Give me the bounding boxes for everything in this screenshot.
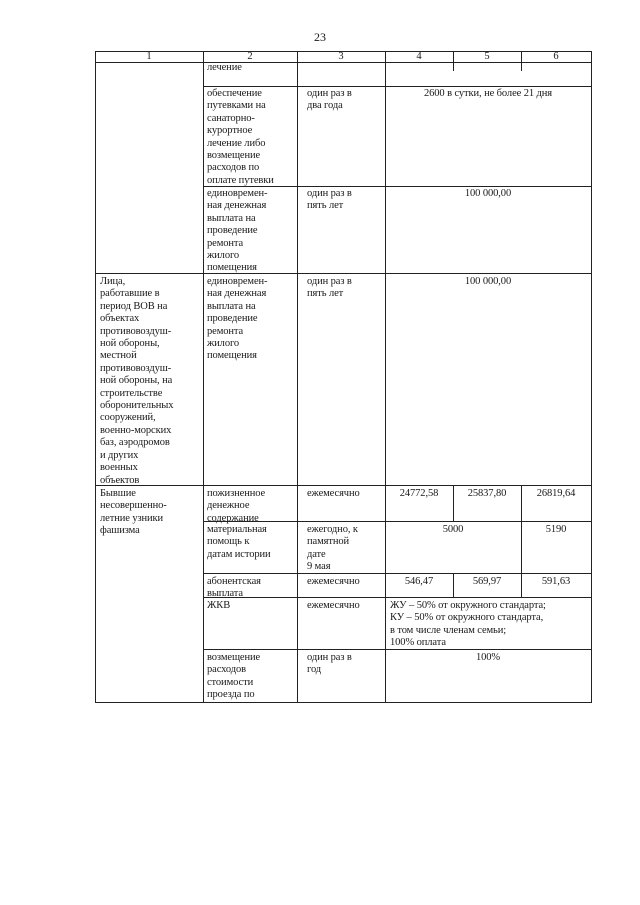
row6-top-line <box>203 573 592 574</box>
row6-benefit: абонентская выплата <box>207 576 261 600</box>
row3-frequency: один раз в пять лет <box>307 276 352 300</box>
row4-category: Бывшие несовершенно- летние узники фашизма <box>100 488 167 537</box>
row5-benefit: материальная помощь к датам истории <box>207 524 271 560</box>
row3-benefit: единовремен- ная денежная выплата на проведение ремонта жилого помещения <box>207 276 268 362</box>
header-col-1: 1 <box>146 51 152 62</box>
row0-benefit: лечение <box>207 62 242 73</box>
header-col-6: 6 <box>553 51 559 62</box>
col2-left-line <box>203 51 204 703</box>
row1-amount: 2600 в сутки, не более 21 дня <box>423 88 553 99</box>
header-col-4: 4 <box>416 51 422 62</box>
row8-amount: 100% <box>475 652 501 663</box>
table-bottom-line <box>95 702 592 703</box>
row1-top-line <box>203 86 592 87</box>
header-col-2: 2 <box>247 51 253 62</box>
header-col-5: 5 <box>484 51 490 62</box>
page-number: 23 <box>314 30 326 44</box>
row8-frequency: один раз в год <box>307 652 352 676</box>
col3-left-line <box>297 51 298 703</box>
row7-benefit: ЖКВ <box>207 600 231 611</box>
row4-benefit: пожизненное денежное содержание <box>207 488 266 524</box>
row2-amount: 100 000,00 <box>464 188 512 199</box>
table-right-border <box>591 51 592 703</box>
row7-amount: ЖУ – 50% от окружного стандарта; КУ – 50% от окружного стандарта, в том числе членам семьи; 100% оплата <box>390 600 546 649</box>
row5-value-col4-5: 5000 <box>442 524 464 535</box>
row2-frequency: один раз в пять лет <box>307 188 352 212</box>
row2-benefit: единовремен- ная денежная выплата на проведение ремонта жилого помещения <box>207 188 268 274</box>
col4-left-line <box>385 51 386 703</box>
row4-value-col4: 24772,58 <box>399 488 439 499</box>
row5-value-col6: 5190 <box>545 524 567 535</box>
row4-value-col6: 26819,64 <box>536 488 576 499</box>
table-left-border <box>95 51 96 703</box>
row6-frequency: ежемесячно <box>307 576 360 587</box>
row4-value-col5: 25837,80 <box>467 488 507 499</box>
row6-value-col4: 546,47 <box>404 576 434 587</box>
row6-value-col6: 591,63 <box>541 576 571 587</box>
row7-frequency: ежемесячно <box>307 600 360 611</box>
row4-frequency: ежемесячно <box>307 488 360 499</box>
row3-top-line <box>95 273 592 274</box>
row1-frequency: один раз в два года <box>307 88 352 112</box>
header-col-3: 3 <box>338 51 344 62</box>
row3-category: Лица, работавшие в период ВОВ на объектах противовоздуш- ной обороны, местной противовоздуш- ной обороны, на строительстве оборонительных сооружений, военно-морских баз, аэродромов и других военных объектов <box>100 276 174 486</box>
row1-benefit: обеспечение путевками на санаторно- курортное лечение либо возмещение расходов по оплате путевки <box>207 88 274 186</box>
row8-benefit: возмещение расходов стоимости проезда по <box>207 652 261 701</box>
row3-amount: 100 000,00 <box>464 276 512 287</box>
row6-value-col5: 569,97 <box>472 576 502 587</box>
row5-frequency: ежегодно, к памятной дате 9 мая <box>307 524 358 573</box>
